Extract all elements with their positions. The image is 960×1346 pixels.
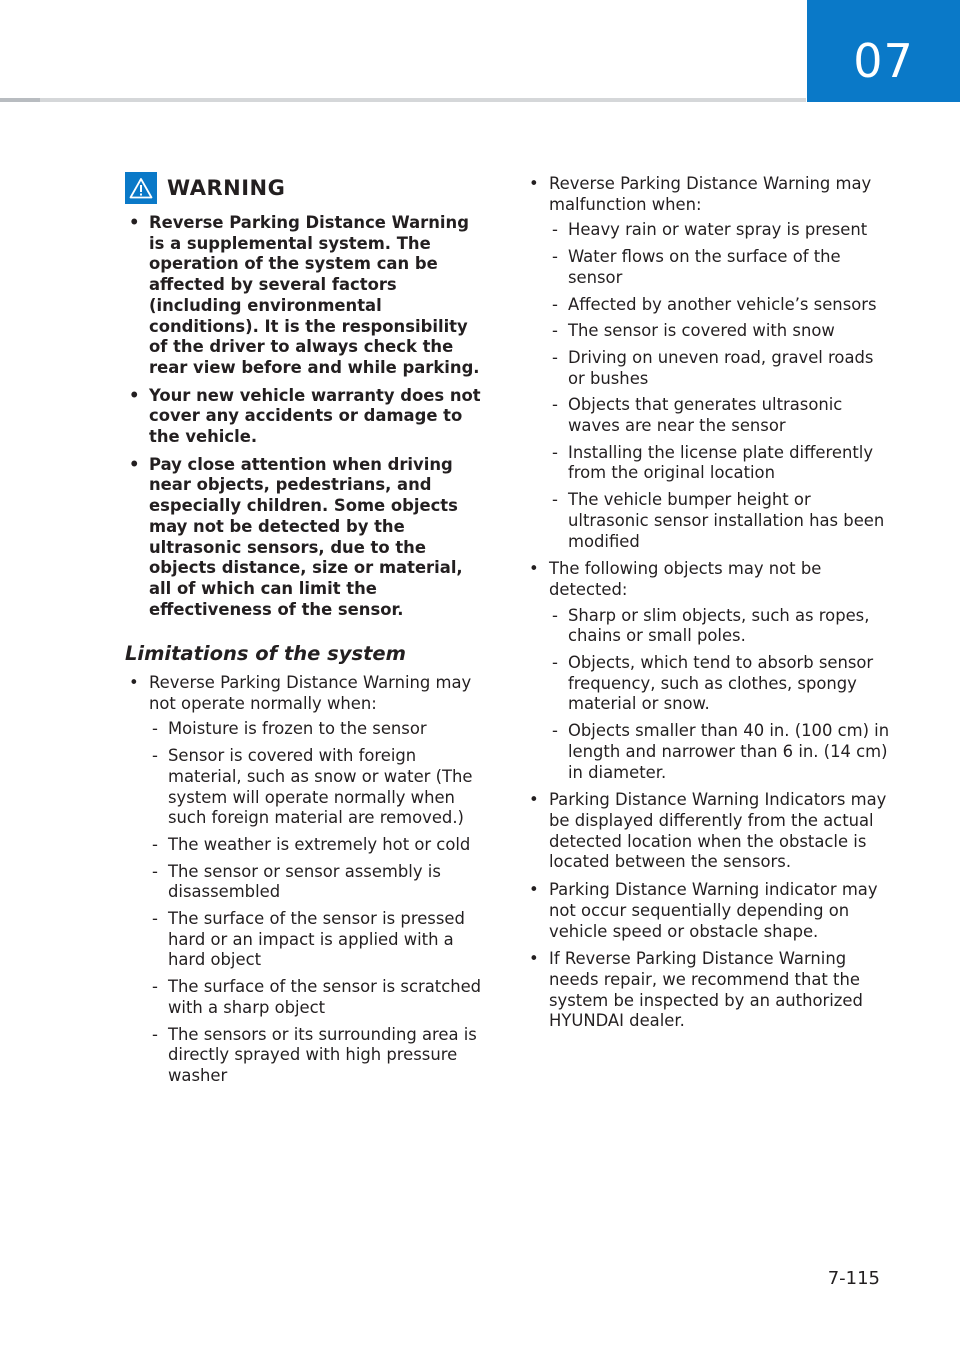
chapter-tab (807, 0, 960, 102)
sub-list-item: - Sharp or slim objects, such as ropes, chains or small poles. (549, 606, 890, 647)
sub-list-item: - The sensor is covered with snow (549, 321, 890, 342)
warning-item: • Your new vehicle warranty does not cover any accidents or damage to the vehicle. (125, 386, 490, 448)
sub-list-item: - Water flows on the surface of the sensor (549, 247, 890, 288)
sub-list-item: - Objects, which tend to absorb sensor frequency, such as clothes, spongy material or snow. (549, 653, 890, 715)
sub-list-item: - Objects smaller than 40 in. (100 cm) in length and narrower than 6 in. (14 cm) in diameter. (549, 721, 890, 783)
list-item: • Parking Distance Warning indicator may not occur sequentially depending on vehicle speed or obstacle shape. (525, 880, 890, 942)
list-item (525, 559, 890, 783)
limitations-list-left (125, 673, 490, 1094)
list-item-text: The following objects may not be detected: (549, 559, 822, 599)
sub-list-item: - The sensor or sensor assembly is disassembled (149, 862, 490, 903)
list-item (525, 174, 890, 552)
sub-list-item: - Affected by another vehicle’s sensors (549, 295, 890, 316)
sub-list-item: - The weather is extremely hot or cold (149, 835, 490, 856)
header-rule (0, 98, 806, 102)
sub-list-item: - The surface of the sensor is scratched with a sharp object (149, 977, 490, 1018)
warning-list (125, 213, 490, 627)
warning-item: • Pay close attention when driving near objects, pedestrians, and especially children. Some objects may not be detected by the ultrasonic sensors, due to the objects distance, size or material, all of which can limit the effectiveness of the sensor. (125, 455, 490, 621)
warning-item: • Reverse Parking Distance Warning is a supplemental system. The operation of the system can be affected by several factors (including environmental conditions). It is the responsibility of the driver to always check the rear view before and while parking. (125, 213, 490, 379)
chapter-number: 07 (853, 34, 914, 88)
warning-header (125, 172, 285, 204)
sub-list-item: - The sensors or its surrounding area is directly sprayed with high pressure washer (149, 1025, 490, 1087)
sub-list-item: - Sensor is covered with foreign material, such as snow or water (The system will operate normally when such foreign material are removed.) (149, 746, 490, 829)
sub-list-item: - The surface of the sensor is pressed hard or an impact is applied with a hard object (149, 909, 490, 971)
warning-triangle-icon (125, 172, 157, 204)
sub-list (549, 606, 890, 784)
limitations-list-right (525, 174, 890, 1039)
header-rule-accent (0, 98, 40, 102)
list-item: • If Reverse Parking Distance Warning needs repair, we recommend that the system be inspected by an authorized HYUNDAI dealer. (525, 949, 890, 1032)
sub-list-item: - Heavy rain or water spray is present (549, 220, 890, 241)
warning-title: WARNING (167, 176, 286, 200)
section-title: Limitations of the system (125, 642, 406, 665)
list-item-text: Reverse Parking Distance Warning may not operate normally when: (149, 673, 472, 713)
sub-list (149, 719, 490, 1086)
sub-list-item: - The vehicle bumper height or ultrasonic sensor installation has been modified (549, 490, 890, 552)
sub-list-item: - Driving on uneven road, gravel roads or bushes (549, 348, 890, 389)
sub-list (549, 220, 890, 552)
sub-list-item: - Installing the license plate differently from the original location (549, 443, 890, 484)
list-item (125, 673, 490, 1087)
sub-list-item: - Moisture is frozen to the sensor (149, 719, 490, 740)
page-number: 7-115 (827, 1268, 880, 1289)
list-item-text: Reverse Parking Distance Warning may malfunction when: (549, 174, 872, 214)
sub-list-item: - Objects that generates ultrasonic waves are near the sensor (549, 395, 890, 436)
list-item: • Parking Distance Warning Indicators may be displayed differently from the actual detected location when the obstacle is located between the sensors. (525, 790, 890, 873)
